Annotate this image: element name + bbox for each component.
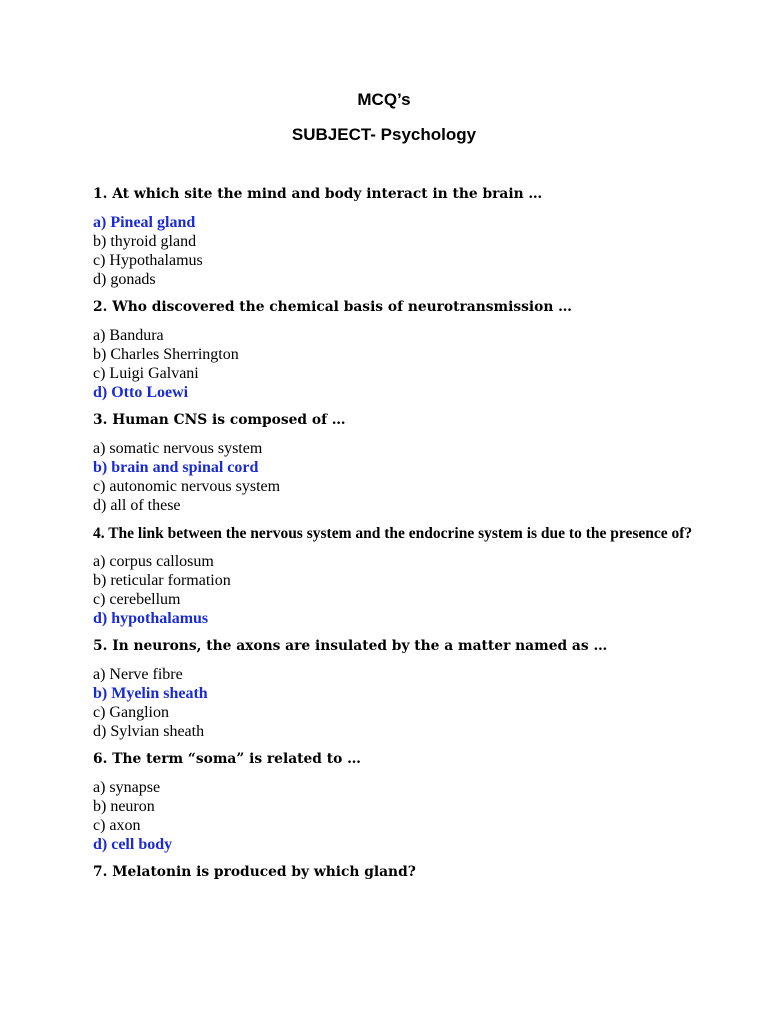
answer-option: b) brain and spinal cord bbox=[93, 459, 259, 476]
option: c) Luigi Galvani bbox=[93, 365, 199, 382]
question-text: 4. The link between the nervous system and the endocrine system is due to the presence of? bbox=[93, 525, 693, 542]
option: a) somatic nervous system bbox=[93, 440, 263, 457]
option: c) cerebellum bbox=[93, 591, 181, 608]
option: a) synapse bbox=[93, 779, 161, 796]
answer-option: d) hypothalamus bbox=[93, 610, 209, 627]
question-2 bbox=[93, 298, 693, 402]
question-1 bbox=[93, 185, 693, 289]
option: b) Charles Sherrington bbox=[93, 346, 239, 363]
answer-option: d) Otto Loewi bbox=[93, 384, 189, 401]
question-text: 1. At which site the mind and body interact in the brain … bbox=[93, 186, 543, 202]
option: d) gonads bbox=[93, 271, 156, 288]
option: d) Sylvian sheath bbox=[93, 723, 205, 740]
answer-option: d) cell body bbox=[93, 836, 173, 853]
question-4 bbox=[93, 524, 693, 628]
answer-option: a) Pineal gland bbox=[93, 214, 196, 231]
question-3 bbox=[93, 411, 693, 515]
document-title: MCQ’s bbox=[357, 90, 411, 109]
option: b) neuron bbox=[93, 798, 155, 815]
option: c) autonomic nervous system bbox=[93, 478, 281, 495]
subject-heading: SUBJECT- Psychology bbox=[291, 125, 477, 144]
option: a) Bandura bbox=[93, 327, 164, 344]
question-7 bbox=[93, 863, 693, 882]
option: c) Hypothalamus bbox=[93, 252, 203, 269]
question-list bbox=[93, 185, 693, 891]
question-text: 5. In neurons, the axons are insulated by the a matter named as … bbox=[93, 638, 608, 654]
question-text: 3. Human CNS is composed of … bbox=[93, 412, 346, 428]
option: a) corpus callosum bbox=[93, 553, 214, 570]
option: d) all of these bbox=[93, 497, 181, 514]
question-text: 7. Melatonin is produced by which gland? bbox=[93, 864, 416, 880]
option: a) Nerve fibre bbox=[93, 666, 183, 683]
question-text: 6. The term “soma” is related to … bbox=[93, 751, 361, 767]
answer-option: b) Myelin sheath bbox=[93, 685, 208, 702]
option: c) axon bbox=[93, 817, 141, 834]
option: c) Ganglion bbox=[93, 704, 169, 721]
question-text: 2. Who discovered the chemical basis of neurotransmission … bbox=[93, 299, 572, 315]
option: b) thyroid gland bbox=[93, 233, 197, 250]
question-6 bbox=[93, 750, 693, 854]
question-5 bbox=[93, 637, 693, 741]
option: b) reticular formation bbox=[93, 572, 231, 589]
